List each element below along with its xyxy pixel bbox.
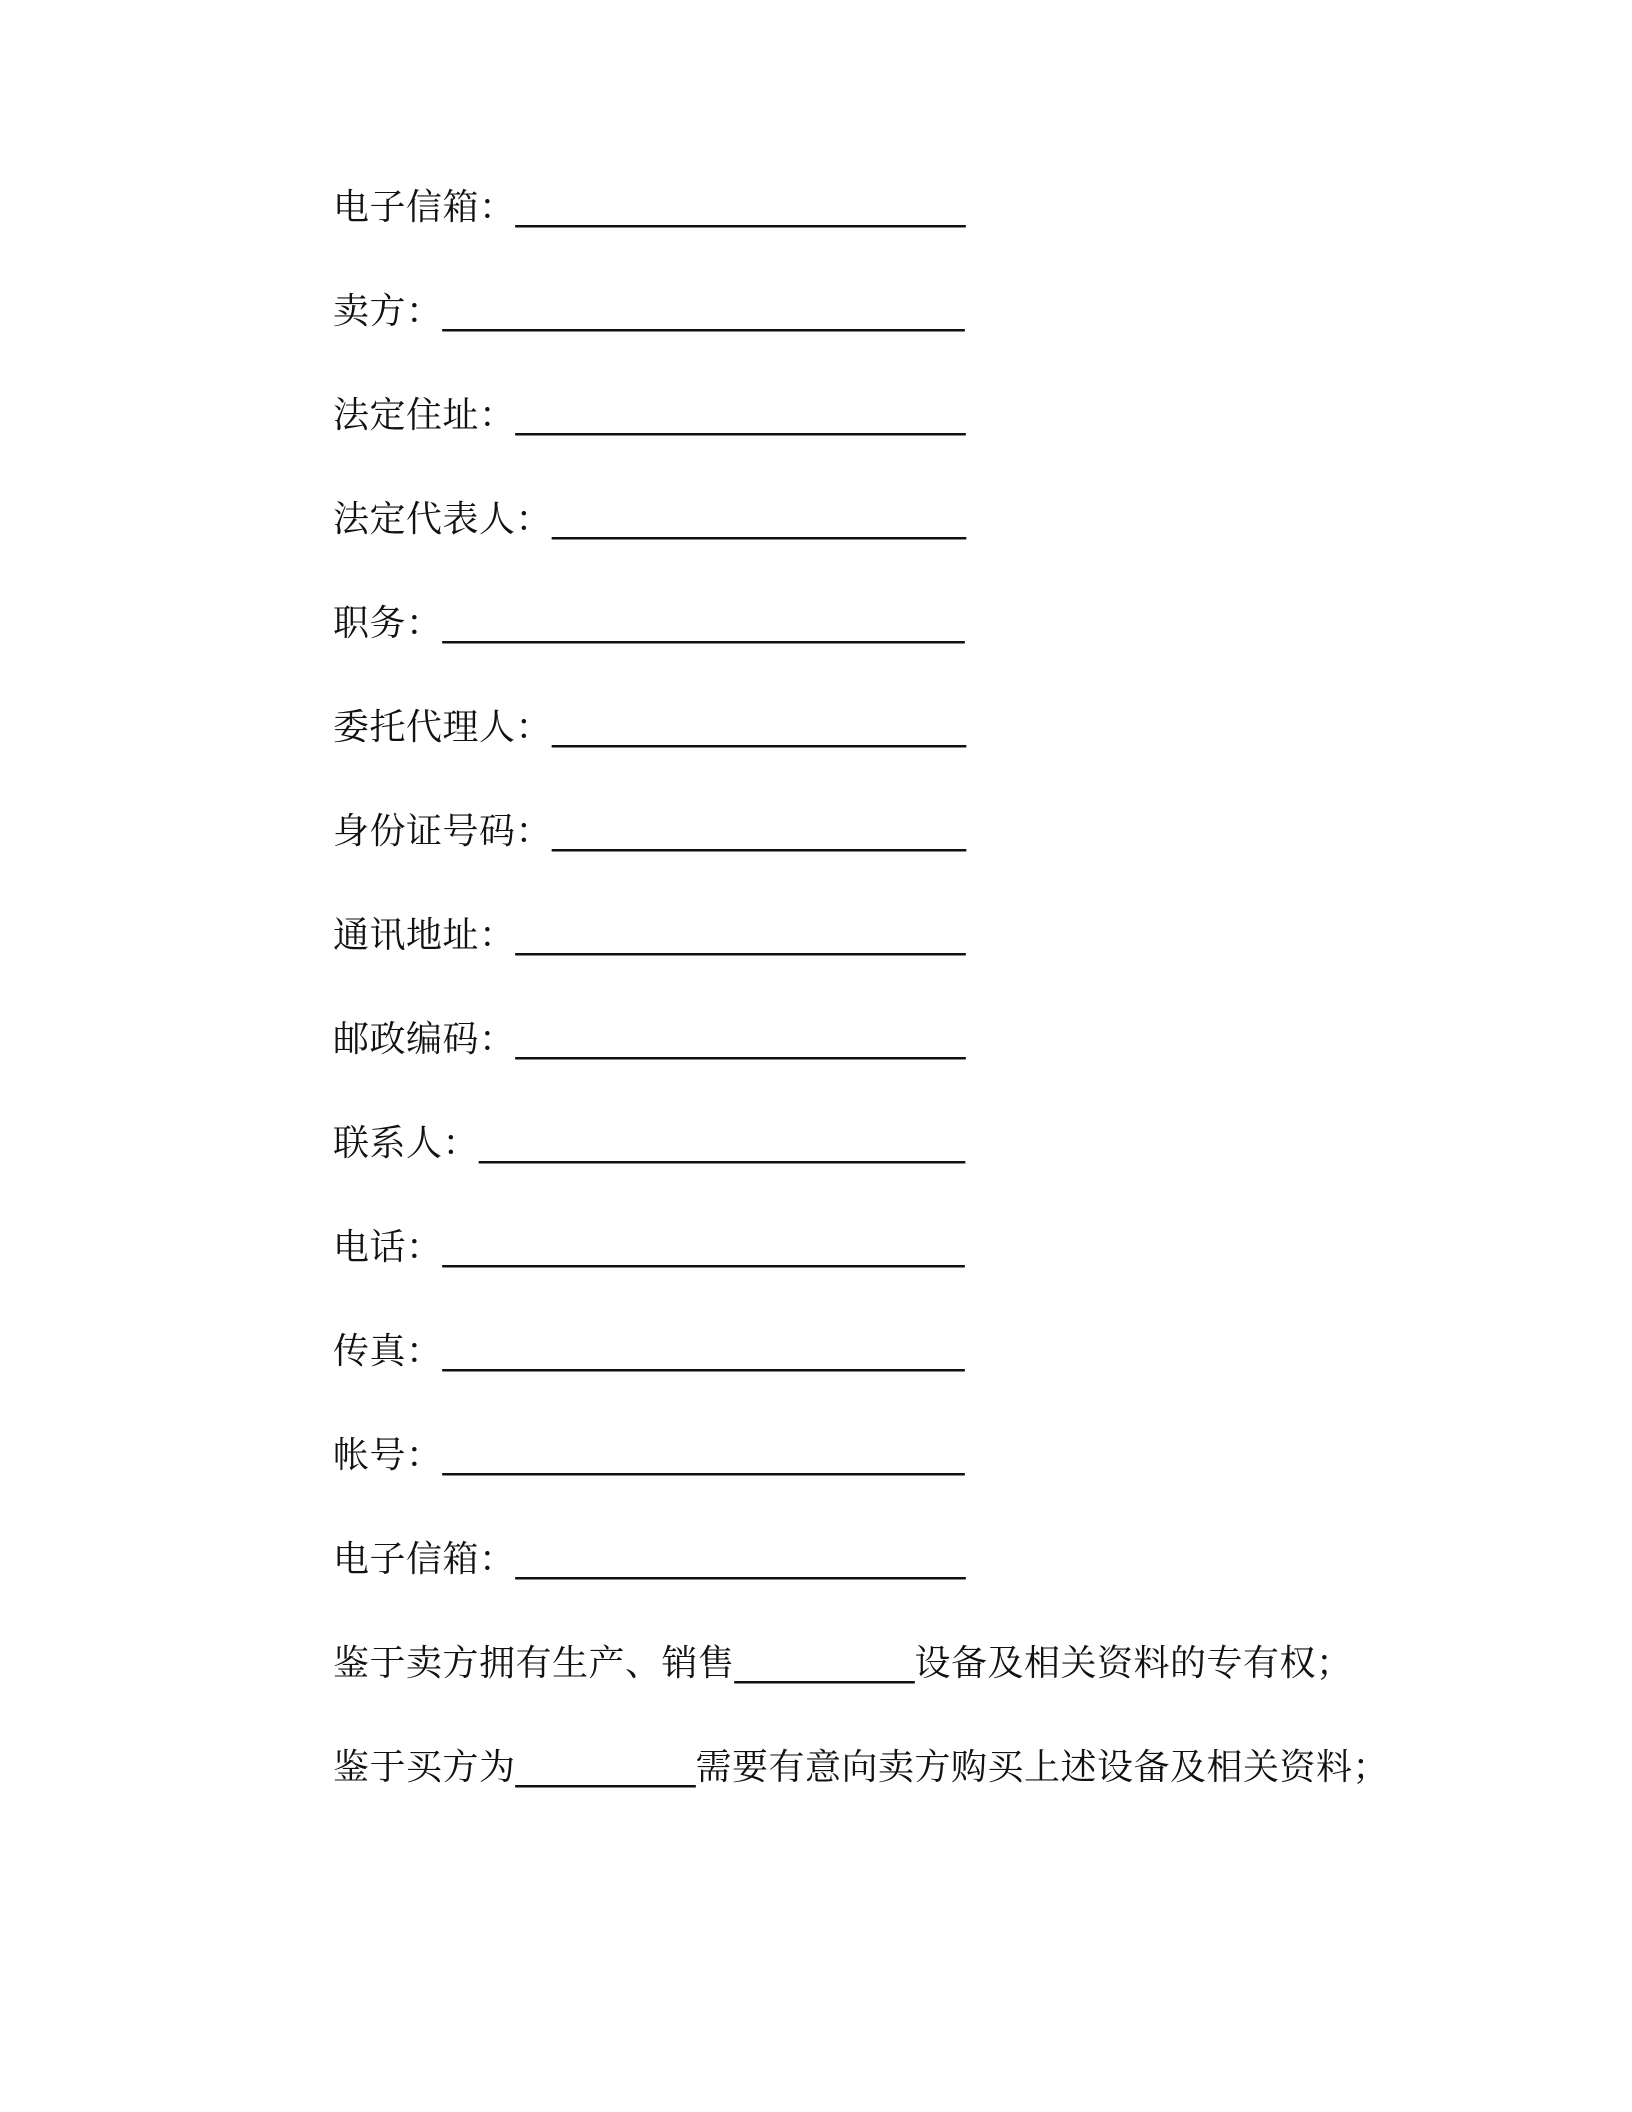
email-label: 电子信箱： [333,187,516,228]
authorized-agent-label: 委托代理人： [333,707,553,748]
email-blank-2: _________________________ [515,1539,966,1580]
mailing-address-line [333,912,1513,1016]
fax-line [333,1328,1513,1432]
legal-representative-label: 法定代表人： [333,499,553,540]
id-number-blank: _______________________ [552,811,967,852]
document-content [333,184,1513,1848]
legal-address-label: 法定住址： [333,395,516,436]
recital-seller-suffix: 设备及相关资料的专有权； [914,1643,1353,1684]
contact-person-line [333,1120,1513,1224]
postal-code-blank: _________________________ [515,1019,966,1060]
telephone-line [333,1224,1513,1328]
legal-representative-line [333,496,1513,600]
recital-buyer-prefix: 鉴于买方为 [333,1747,516,1788]
fax-label: 传真： [333,1331,443,1372]
account-number-line [333,1432,1513,1536]
telephone-blank: _____________________________ [442,1227,965,1268]
email-label-2: 电子信箱： [333,1539,516,1580]
recital-buyer-blank: __________ [515,1747,696,1788]
recital-buyer-line [333,1744,1513,1848]
mailing-address-label: 通讯地址： [333,915,516,956]
email-blank: _________________________ [515,187,966,228]
authorized-agent-blank: _______________________ [552,707,967,748]
legal-address-blank: _________________________ [515,395,966,436]
id-number-label: 身份证号码： [333,811,553,852]
authorized-agent-line [333,704,1513,808]
seller-line [333,288,1513,392]
legal-representative-blank: _______________________ [552,499,967,540]
account-number-blank: _____________________________ [442,1435,965,1476]
recital-seller-prefix: 鉴于卖方拥有生产、销售 [333,1643,735,1684]
email-line-2 [333,1536,1513,1640]
email-line [333,184,1513,288]
position-line [333,600,1513,704]
seller-label: 卖方： [333,291,443,332]
seller-blank: _____________________________ [442,291,965,332]
recital-seller-line [333,1640,1513,1744]
recital-seller-blank: __________ [734,1643,915,1684]
account-number-label: 帐号： [333,1435,443,1476]
position-blank: _____________________________ [442,603,965,644]
legal-address-line [333,392,1513,496]
postal-code-label: 邮政编码： [333,1019,516,1060]
id-number-line [333,808,1513,912]
position-label: 职务： [333,603,443,644]
telephone-label: 电话： [333,1227,443,1268]
fax-blank: _____________________________ [442,1331,965,1372]
recital-buyer-suffix: 需要有意向卖方购买上述设备及相关资料； [695,1747,1390,1788]
mailing-address-blank: _________________________ [515,915,966,956]
postal-code-line [333,1016,1513,1120]
contact-person-blank: ___________________________ [479,1123,966,1164]
contact-person-label: 联系人： [333,1123,480,1164]
